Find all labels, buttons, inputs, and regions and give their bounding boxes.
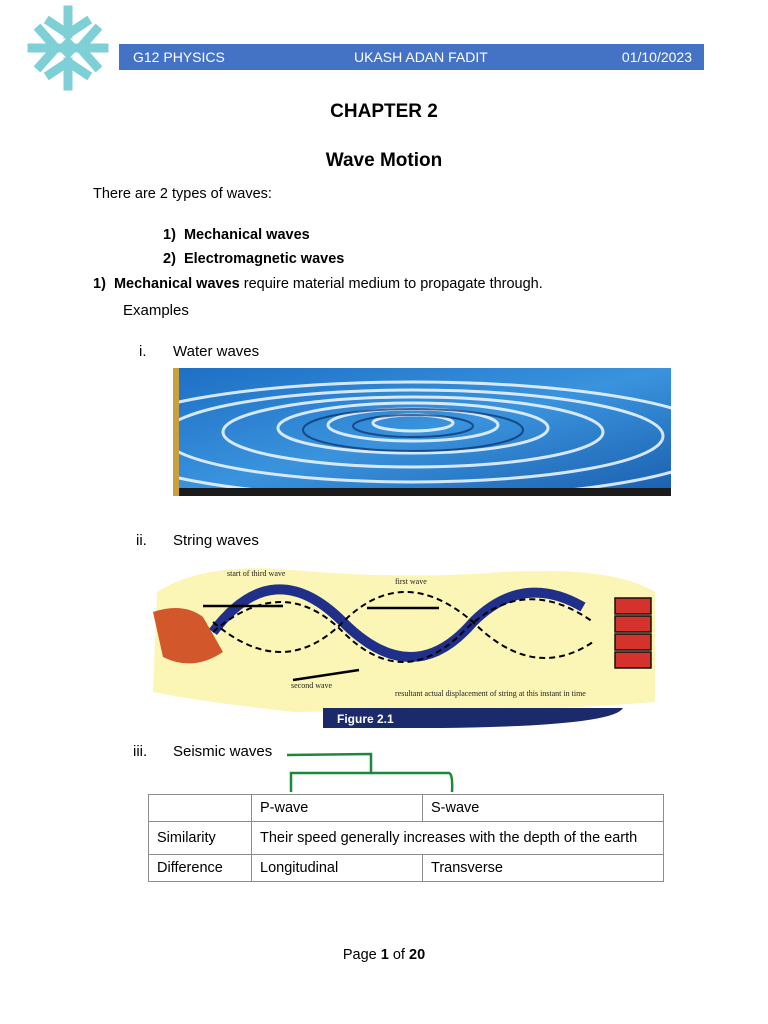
example-label: Water waves: [173, 343, 260, 360]
table-row: [149, 855, 664, 882]
footer-current-page: 1: [380, 947, 389, 963]
example-num: ii.: [136, 532, 147, 549]
table-row: [149, 822, 664, 855]
footer-middle: of: [388, 947, 409, 963]
definition-num: 1): [93, 276, 106, 292]
footer-total-pages: 20: [409, 947, 426, 963]
example-label: Seismic waves: [173, 743, 273, 760]
type-num: 2): [163, 251, 176, 267]
label-resultant: resultant actual displacement of string at this instant in time: [395, 689, 586, 698]
table-cell: [149, 795, 252, 822]
table-cell: Their speed generally increases with the depth of the earth: [252, 822, 664, 855]
figure-caption: Figure 2.1: [337, 712, 394, 726]
water-waves-image: [173, 368, 671, 496]
example-num: iii.: [133, 743, 148, 760]
table-row-label: Difference: [149, 855, 252, 882]
definition-line: [93, 276, 543, 292]
logo-icon: [14, 4, 122, 92]
topic-title: Wave Motion: [325, 150, 443, 171]
definition-rest: require material medium to propagate through.: [239, 276, 543, 292]
string-waves-figure: [143, 562, 663, 730]
table-cell: Transverse: [423, 855, 664, 882]
label-second: second wave: [291, 681, 333, 690]
table-row-label: Similarity: [149, 822, 252, 855]
example-label: String waves: [173, 532, 259, 549]
examples-heading: Examples: [123, 302, 189, 319]
bracket-connector: [285, 748, 455, 794]
definition-term: Mechanical waves: [113, 276, 240, 292]
example-num: i.: [139, 343, 147, 360]
footer-prefix: Page: [342, 947, 381, 963]
label-start: start of third wave: [227, 569, 286, 578]
seismic-table: [148, 794, 664, 882]
chapter-title: CHAPTER 2: [330, 101, 438, 122]
type-item-1: [163, 227, 310, 243]
type-item-2: [163, 251, 344, 267]
type-num: 1): [163, 227, 176, 243]
type-label: Mechanical waves: [183, 227, 310, 243]
table-header-s: S-wave: [423, 795, 664, 822]
table-row: [149, 795, 664, 822]
label-first: first wave: [395, 577, 427, 586]
header-subject: G12 PHYSICS: [133, 49, 225, 65]
type-label: Electromagnetic waves: [183, 251, 345, 267]
header-author: UKASH ADAN FADIT: [354, 49, 488, 65]
table-cell: Longitudinal: [252, 855, 423, 882]
header-date: 01/10/2023: [621, 49, 692, 65]
page-footer: [0, 947, 768, 963]
header-bar: [119, 44, 704, 70]
intro-text: There are 2 types of waves:: [93, 186, 272, 202]
table-header-p: P-wave: [252, 795, 423, 822]
